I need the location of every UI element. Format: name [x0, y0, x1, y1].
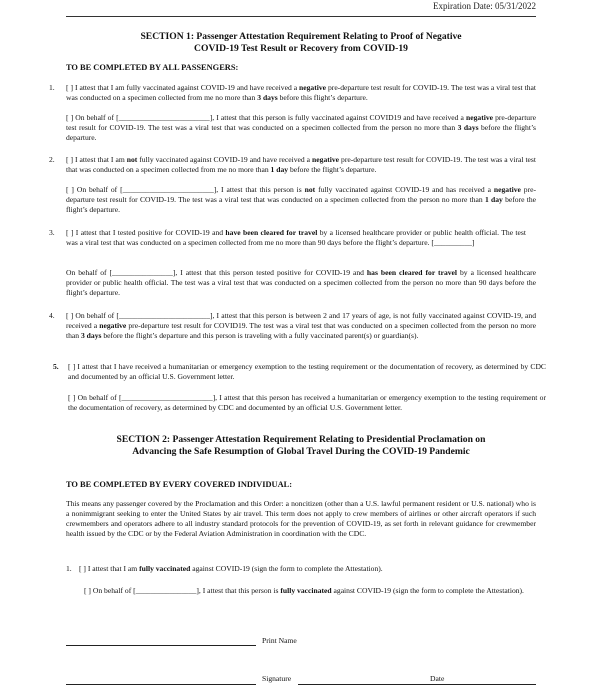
section2-subtitle: TO BE COMPLETED BY EVERY COVERED INDIVIDUAL: [66, 480, 293, 489]
item3-behalf-attestation[interactable]: On behalf of [________________], I attest that this person tested positive for COVID-19 and has been cleared for travel by a licensed healthcare provider or public health official. The test was a viral test that was conducted on a specimen collected from the person no more than 90 days before the flight’s departure. [66, 268, 536, 297]
item2-number: 2. [49, 155, 55, 164]
signature-line-left[interactable] [66, 684, 256, 685]
signature-label: Signature [262, 674, 292, 683]
section2-item1-self-attestation[interactable]: [ ] I attest that I am fully vaccinated against COVID-19 (sign the form to complete the Attestation). [79, 564, 383, 573]
item4-number: 4. [49, 311, 55, 320]
section2-title-line2: Advancing the Safe Resumption of Global Travel During the COVID-19 Pandemic [132, 445, 470, 457]
section1-subtitle: TO BE COMPLETED BY ALL PASSENGERS: [66, 63, 239, 72]
item5-behalf-attestation[interactable]: [ ] On behalf of [________________________], I attest that this person has received a humanitarian or emergency exemption to the testing requirement or the documentation of recovery, as determined by CDC and documented by an official U.S. Government letter. [68, 393, 546, 412]
date-line[interactable] [426, 684, 536, 685]
top-rule [66, 16, 536, 17]
item5-number: 5. [53, 362, 59, 371]
section2-title-line1: SECTION 2: Passenger Attestation Requirement Relating to Presidential Proclamation on [116, 434, 486, 445]
item2-behalf-attestation[interactable]: [ ] On behalf of [________________________], I attest that this person is not fully vaccinated against COVID-19 and has received a negative pre-departure test result for COVID-19. The test was a viral test that was conducted on a specimen collected from the person no more than 1 day before the flight’s departure. [66, 185, 537, 214]
item3-self-attestation[interactable]: [ ] I attest that I tested positive for COVID-19 and have been cleared for travel by a licensed healthcare provider or public health official. The test was a viral test that was conducted on a specimen collected from me no more than 90 days before the flight’s departure. [__________] [66, 228, 526, 247]
print-name-label: Print Name [262, 636, 297, 645]
section2-item1-number: 1. [66, 564, 72, 573]
item4-behalf-attestation[interactable]: [ ] On behalf of [________________________], I attest that this person is between 2 and 17 years of age, is not fully vaccinated against COVID-19, and received a negative pre-departure test result for COVID19. The test was a viral test that was conducted on a specimen collected from the person no more than 3 days before the flight’s departure and this person is traveling with a fully vaccinated parent(s) or guardian(s). [66, 311, 536, 340]
print-name-line[interactable] [66, 645, 256, 646]
section2-item1-behalf-attestation[interactable]: [ ] On behalf of [________________], I attest that this person is fully vaccinated against COVID-19 (sign the form to complete the Attestation). [84, 586, 524, 595]
section1-title-line2: COVID-19 Test Result or Recovery from COVID-19 [194, 42, 408, 54]
item5-self-attestation[interactable]: [ ] I attest that I have received a humanitarian or emergency exemption to the testing requirement or the documentation of recovery, as determined by CDC and documented by an official U.S. Government letter. [68, 362, 546, 381]
item2-self-attestation[interactable]: [ ] I attest that I am not fully vaccinated against COVID-19 and have received a negative pre-departure test result for COVID-19. The test was a viral test that was conducted on a specimen collected from me no more than 1 day before the flight’s departure. [66, 155, 536, 174]
item1-self-attestation[interactable]: [ ] I attest that I am fully vaccinated against COVID-19 and have received a negative pre-departure test result for COVID-19. The test was a viral test that was conducted on a specimen collected from me no more than 3 days before this flight’s departure. [66, 83, 536, 102]
item3-number: 3. [49, 228, 55, 237]
section2-title [80, 434, 522, 457]
item1-number: 1. [49, 83, 55, 92]
item1-behalf-attestation[interactable]: [ ] On behalf of [________________________], I attest that this person is fully vaccinated against COVID19 and have received a negative pre-departure test result for COVID-19. The test was a viral test that was conducted on a specimen collected from the person no more than 3 days before the flight’s departure. [66, 113, 537, 142]
expiration-date: Expiration Date: 05/31/2022 [433, 1, 536, 11]
section1-title [80, 31, 522, 54]
section2-intro: This means any passenger covered by the Proclamation and this Order: a noncitizen (other than a U.S. lawful permanent resident or U.S. national) who is a nonimmigrant seeking to enter the United States by air travel. This term does not apply to crew members of airlines or other aircraft operators if such crewmembers and operators adhere to all industry standard protocols for the prevention of COVID-19, as set forth in relevant guidance for crewmember health issued by the CDC or by the Federal Aviation Administration in coordination with the CDC. [66, 499, 536, 538]
section1-title-line1: SECTION 1: Passenger Attestation Requirement Relating to Proof of Negative [140, 31, 462, 42]
signature-line-right[interactable] [298, 684, 426, 685]
date-label: Date [430, 674, 445, 683]
